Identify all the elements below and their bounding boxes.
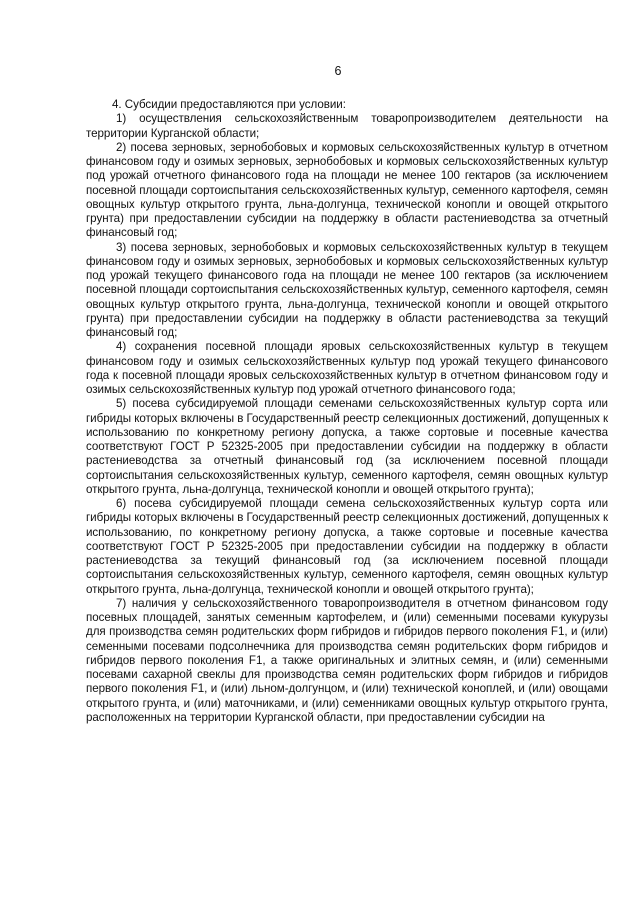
condition-item-4: 4) сохранения посевной площади яровых сельскохозяйственных культур в текущем финансовом году и озимых сельскохозяйственных культур под урожай текущего финансового года к посевной площади яровых сельскохозяйственных культур в отчетном финансовом году и озимых сельскохозяйственных культур под урожай отчетного финансового года; bbox=[86, 340, 608, 396]
page-number: 6 bbox=[334, 64, 342, 78]
section-intro: 4. Субсидии предоставляются при условии: bbox=[112, 98, 346, 111]
condition-item-6: 6) посева субсидируемой площади семена сельскохозяйственных культур сорта или гибриды которых включены в Государственный реестр селекционных достижений, допущенных к использованию, по конкретному региону допуска, а также сортовые и посевные качества соответствуют ГОСТ Р 52325-2005 при предоставлении субсидии на поддержку в области растениеводства за текущий финансовый год (за исключением посевной площади сортоиспытания сельскохозяйственных культур, семенного картофеля, семян овощных культур открытого грунта, льна-долгунца, технической конопли и овощей открытого грунта); bbox=[86, 497, 608, 596]
condition-item-1: 1) осуществления сельскохозяйственным товаропроизводителем деятельности на территории Курганской области; bbox=[86, 112, 608, 140]
condition-item-3: 3) посева зерновых, зернобобовых и кормовых сельскохозяйственных культур в текущем финансовом году и озимых зерновых, зернобобовых и кормовых сельскохозяйственных культур под урожай текущего финансового года на площади не менее 100 гектаров (за исключением посевной площади сортоиспытания сельскохозяйственных культур, семенного картофеля, семян овощных культур открытого грунта, льна-долгунца, технической конопли и овощей открытого грунта) при предоставлении субсидии на поддержку в области растениеводства за текущий финансовый год; bbox=[86, 240, 608, 339]
condition-item-2: 2) посева зерновых, зернобобовых и кормовых сельскохозяйственных культур в отчетном финансовом году и озимых зерновых, зернобобовых и кормовых сельскохозяйственных культур под урожай отчетного финансового года на площади не менее 100 гектаров (за исключением посевной площади сортоиспытания сельскохозяйственных культур, семенного картофеля, семян овощных культур открытого грунта, льна-долгунца, технической конопли и овощей открытого грунта) при предоставлении субсидии на поддержку в области растениеводства за отчетный финансовый год; bbox=[86, 140, 608, 240]
document-body bbox=[86, 98, 608, 725]
condition-item-7: 7) наличия у сельскохозяйственного товаропроизводителя в отчетном финансовом году посевных площадей, занятых семенным картофелем, и (или) семенными посевами кукурузы для производства семян родительских форм гибридов и гибридов первого поколения F1, и (или) семенными посевами подсолнечника для производства семян родительских форм гибридов и гибридов первого поколения F1, а также оригинальных и элитных семян, и (или) семенными посевами сахарной свеклы для производства семян родительских форм гибридов и гибридов первого поколения F1, и (или) льном-долгунцом, и (или) технической коноплей, и (или) овощами открытого грунта, и (или) маточниками, и (или) семенниками овощных культур открытого грунта, расположенных на территории Курганской области, при предоставлении субсидии на bbox=[86, 596, 608, 724]
condition-item-5: 5) посева субсидируемой площади семенами сельскохозяйственных культур сорта или гибриды которых включены в Государственный реестр селекционных достижений, допущенных к использованию по конкретному региону допуска, а также сортовые и посевные качества соответствуют ГОСТ Р 52325-2005 при предоставлении субсидии на поддержку в области растениеводства за отчетный финансовый год (за исключением посевной площади сортоиспытания сельскохозяйственных культур, семенного картофеля, семян овощных культур открытого грунта, льна-долгунца, технической конопли и овощей открытого грунта); bbox=[86, 397, 608, 496]
